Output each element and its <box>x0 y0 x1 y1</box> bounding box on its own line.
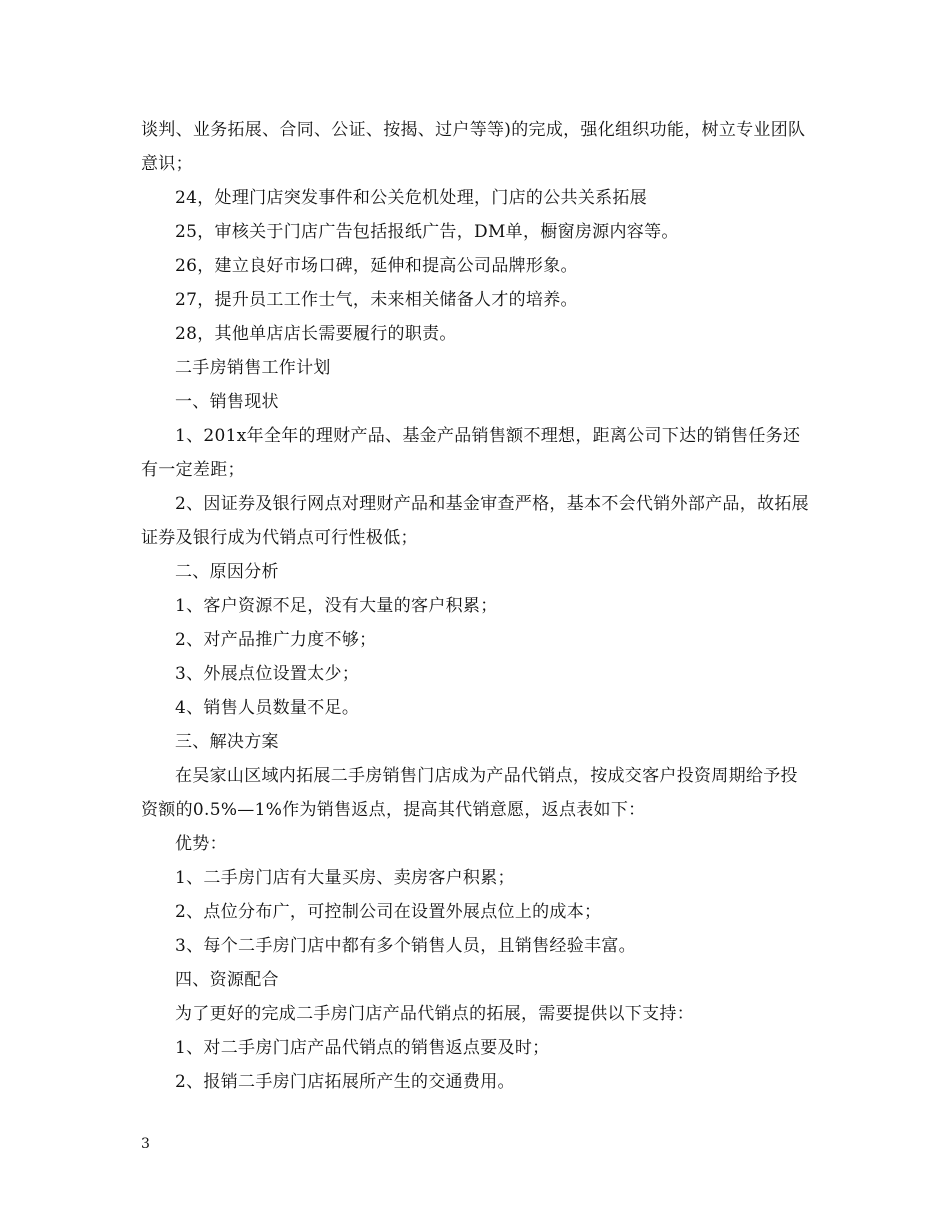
paragraph: 25，审核关于门店广告包括报纸广告，DM单，橱窗房源内容等。 <box>175 222 679 242</box>
section-heading: 四、资源配合 <box>175 970 279 990</box>
paragraph: 27，提升员工工作士气，未来相关储备人才的培养。 <box>175 290 578 310</box>
paragraph: 28，其他单店店长需要履行的职责。 <box>175 324 457 344</box>
list-item: 2、对产品推广力度不够； <box>175 630 377 650</box>
paragraph: 为了更好的完成二手房门店产品代销点的拓展，需要提供以下支持： <box>175 1004 694 1024</box>
paragraph: 24，处理门店突发事件和公关危机处理，门店的公共关系拓展 <box>175 188 648 208</box>
list-item: 1、二手房门店有大量买房、卖房客户积累； <box>175 868 515 888</box>
list-item: 3、每个二手房门店中都有多个销售人员，且销售经验丰富。 <box>175 936 636 956</box>
list-item: 1、对二手房门店产品代销点的销售返点要及时； <box>175 1038 550 1058</box>
section-heading: 二手房销售工作计划 <box>175 358 331 378</box>
section-heading: 三、解决方案 <box>175 732 279 752</box>
list-item: 2、报销二手房门店拓展所产生的交通费用。 <box>175 1072 515 1092</box>
paragraph: 谈判、业务拓展、合同、公证、按揭、过户等等)的完成，强化组织功能，树立专业团队意识； <box>141 120 806 174</box>
list-item: 4、销售人员数量不足。 <box>175 698 360 718</box>
paragraph: 1、201x年全年的理财产品、基金产品销售额不理想，距离公司下达的销售任务还有一定差距； <box>141 426 801 480</box>
page-number: 3 <box>141 1136 150 1152</box>
document-body <box>141 113 809 1099</box>
paragraph: 26，建立良好市场口碑，延伸和提高公司品牌形象。 <box>175 256 578 276</box>
paragraph: 在吴家山区域内拓展二手房销售门店成为产品代销点，按成交客户投资周期给予投资额的0.5%—1%作为销售返点，提高其代销意愿，返点表如下： <box>141 766 798 820</box>
paragraph: 优势： <box>175 834 227 854</box>
list-item: 3、外展点位设置太少； <box>175 664 360 684</box>
paragraph: 2、因证券及银行网点对理财产品和基金审查严格，基本不会代销外部产品，故拓展证券及银行成为代销点可行性极低； <box>141 494 809 548</box>
list-item: 2、点位分布广，可控制公司在设置外展点位上的成本； <box>175 902 602 922</box>
section-heading: 一、销售现状 <box>175 392 279 412</box>
section-heading: 二、原因分析 <box>175 562 279 582</box>
list-item: 1、客户资源不足，没有大量的客户积累； <box>175 596 498 616</box>
